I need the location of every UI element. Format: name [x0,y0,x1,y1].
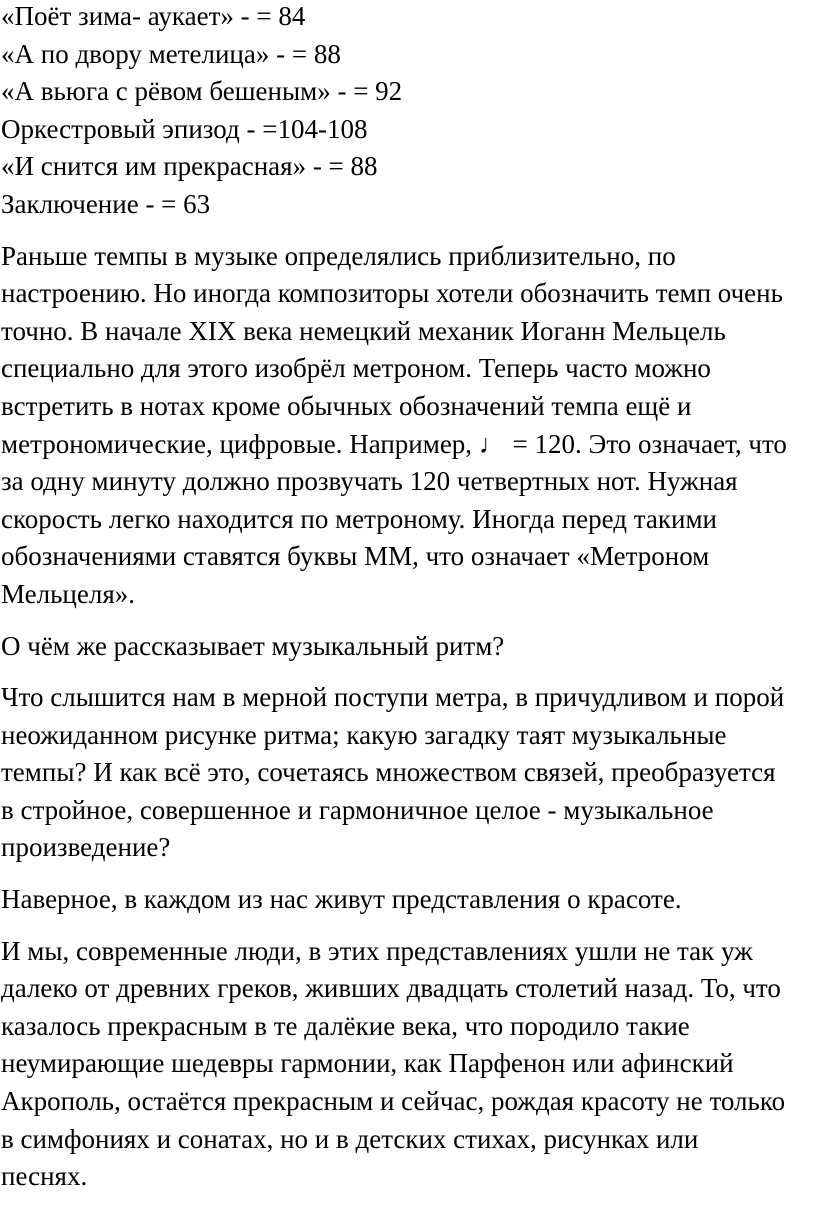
tempo-line: «А вьюга с рёвом бешеным» - = 92 [1,76,403,107]
tempo-list [1,0,816,224]
tempo-line: Оркестровый эпизод - =104-108 [1,113,368,144]
tempo-line: «Поёт зима- аукает» - = 84 [1,1,306,31]
tempo-line: «А по двору метелица» - = 88 [1,38,341,69]
paragraph-metronome: Раньше темпы в музыке определялись приблизительно, по настроению. Но иногда композиторы хотели обозначить темп очень точно. В начале XIX века немецкий механик Иоганн Мельцель специально для этого изобрёл метроном. Теперь часто можно встретить в нотах кроме обычных обозначений темпа ещё и метрономические, цифровые. Например, ♩ = 120. Это означает, что за одну минуту должно прозвучать 120 четвертных нот. Нужная скорость легко находится по метроному. Иногда перед такими обозначениями ставятся буквы ММ, что означает «Метроном Мельцеля». [1,240,787,609]
tempo-line: «И снится им прекрасная» - = 88 [1,151,378,182]
paragraph-meter-questions: Что слышится нам в мерной поступи метра, в причудливом и порой неожиданном рисунке ритма; какую загадку таят музыкальные темпы? И как всё это, сочетаясь множеством связей, преобразуется в стройное, совершенное и гармоничное целое - музыкальное произведение? [1,682,785,863]
tempo-line: Заключение - = 63 [1,188,211,219]
paragraph-rhythm-question: О чём же рассказывает музыкальный ритм? [1,630,505,661]
paragraph-ancient-greeks: И мы, современные люди, в этих представлениях ушли не так уж далеко от древних греков, живших двадцать столетий назад. То, что казалось прекрасным в те далёкие века, что породило такие неумирающие шедевры гармонии, как Парфенон или афинский Акрополь, остаётся прекрасным и сейчас, рождая красоту не только в симфониях и сонатах, но и в детских стихах, рисунках или песнях. [1,935,786,1192]
paragraph-beauty: Наверное, в каждом из нас живут представления о красоте. [1,884,682,915]
